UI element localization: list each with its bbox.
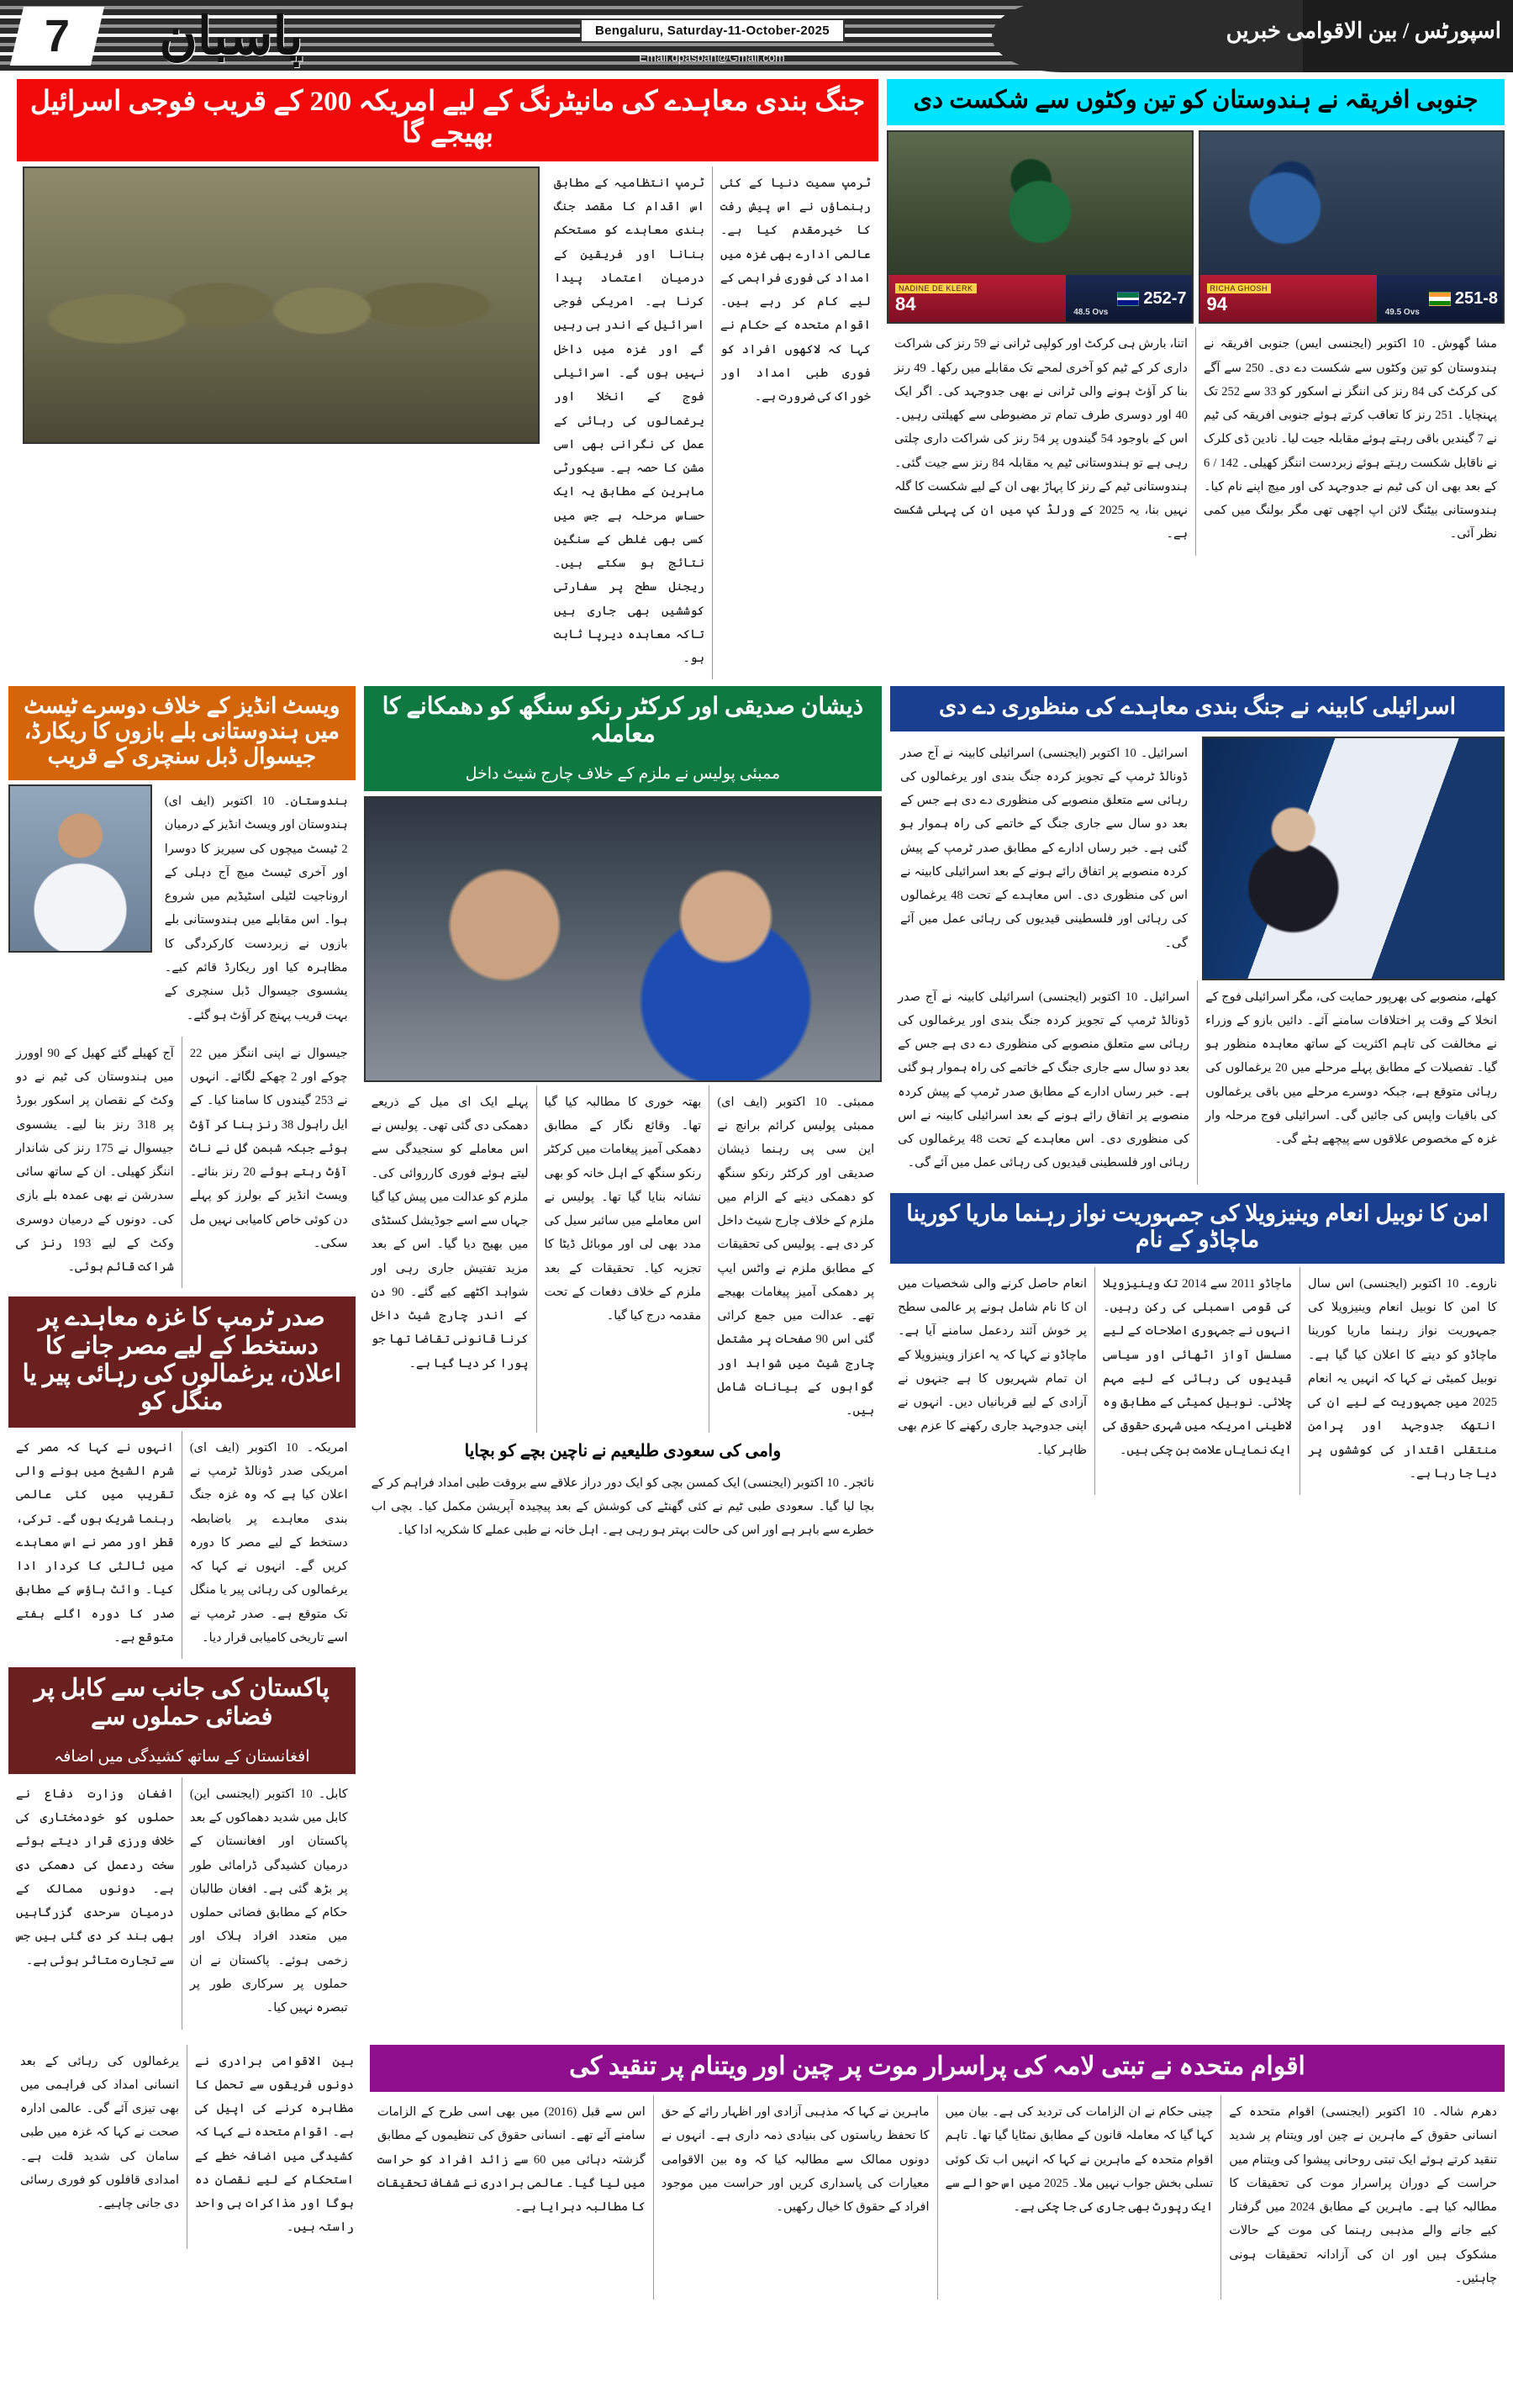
israel-cabinet-col-2-text: کھلے، منصوبے کی بھرپور حمایت کی، مگر اسرائیلی فوج کے انخلا کے وقت پر اختلافات سامنے آئے۔ دائیں بازو کے وزراء نے مخالفت کی تاہم اکثریت کے ساتھ معاہدہ منظور ہو گیا۔ تفصیلات کے مطابق پہلے مرحلے میں 20 یرغمالوں کی رہائی متوقع ہے، جبکہ دوسرے مرحلے میں باقی یرغمالوں کی باقیات واپس کی جائیں گی۔ اسرائیلی فوج مرحلہ وار غزہ کے مخصوص علاقوں سے پیچھے ہٹے گی۔ xyxy=(1205,990,1497,1147)
score-left-india xyxy=(1200,275,1378,322)
newspaper-logo xyxy=(109,2,353,72)
zeeshan-col-2 xyxy=(536,1085,709,1433)
cricket-photo-india xyxy=(1199,130,1505,324)
israel-us-headline: جنگ بندی معاہدے کی مانیٹرنگ کے لیے امریکہ 200 کے قریب فوجی اسرائیل بھیجے گا xyxy=(17,79,878,161)
overs-sa: 48.5 Ovs xyxy=(1073,308,1109,318)
zeeshan-col-3-text: پہلے ایک ای میل کے ذریعے دھمکی دی گئی تھی۔ پولیس نے اس معاملے کو سنجیدگی سے لیتے ہوئے فوری کارروائی کی۔ ملزم کو عدالت میں پیش کیا گیا جہاں سے اسے جوڈیشل کسٹڈی میں بھیج دیا گیا۔ اس کے بعد مزید تفتیش جاری رہی اور شواہد اکٹھے کیے گئے۔ 90 دن کے اندر چارج شیٹ داخل کرنا قانونی تقاضا تھا جو پورا کر دیا گیا ہے۔ xyxy=(371,1095,529,1370)
pak-kabul-col-2-text: افغان وزارت دفاع نے حملوں کو خودمختاری کی خلاف ورزی قرار دیتے ہوئے سخت ردعمل کی دھمکی دی ہے۔ دونوں ممالک کے درمیان سرحدی گزرگاہیں بھی بند کر دی گئی ہیں جس سے تجارت متاثر ہوئی ہے۔ xyxy=(16,1787,174,1967)
india-flag-icon xyxy=(1429,292,1451,306)
un-tibet-body xyxy=(370,2095,1505,2300)
cricket-photos xyxy=(887,130,1505,324)
row-bottom xyxy=(8,2045,1505,2300)
israel-cabinet-content xyxy=(890,737,1505,980)
masthead xyxy=(0,0,1513,72)
sa-flag-icon xyxy=(1117,292,1139,306)
article-zeeshan xyxy=(364,686,883,1560)
windies-text-wrap xyxy=(157,784,356,1037)
article-pak-kabul xyxy=(8,1667,356,2029)
date-text: Bengaluru, Saturday-11-October-2025 xyxy=(595,24,830,38)
cricket-photo-sa xyxy=(887,130,1194,324)
team-score-india xyxy=(1377,275,1503,322)
israel-cabinet-col-3 xyxy=(890,980,1197,1185)
pak-kabul-col-2 xyxy=(8,1777,182,2030)
zeeshan-subheadline: ممبئی پولیس نے ملزم کے خلاف چارج شیٹ داخل xyxy=(364,759,883,791)
article-trump-egypt xyxy=(8,1296,356,1659)
israel-us-photo-wrap xyxy=(23,166,540,444)
nobel-body xyxy=(890,1267,1505,1495)
trump-col-3 xyxy=(13,2045,187,2249)
netanyahu-photo xyxy=(1202,737,1505,980)
masthead-curve xyxy=(992,0,1143,72)
page-content xyxy=(0,72,1513,2308)
windies-col-1 xyxy=(157,784,356,1037)
saudi-headline: وامی کی سعودی طلیعیم نے ناچین بچے کو بچایا xyxy=(464,1441,782,1460)
logo-text: پاسبان xyxy=(159,8,303,66)
cricket-col-2 xyxy=(887,327,1195,555)
windies-col-1-text: ہندوستان۔ 10 اکتوبر (ایف ای) ہندوستان اور ویسٹ انڈیز کے درمیان 2 ٹیسٹ میچوں کی سیریز کا دوسرا اور آخری ٹیسٹ میچ آج دہلی کے اروناجیت لٹیلی اسٹیڈیم میں شروع ہوا۔ اس مقابلے میں ہندوستانی بلے بازوں نے زبردست کارکردگی کا مظاہرہ کیا اور ریکارڈ قائم کیے۔ یشسوی جیسوال ڈبل سنچری کے بہت قریب پہنچ کر آؤٹ ہو گئے۔ xyxy=(164,795,348,1022)
windies-col-3-text: آج کھیلے گئے کھیل کے 90 اوورز میں ہندوستان کی ٹیم نے دو وکٹ کے نقصان پر اسکور بورڈ پر 318 رنز بنا لیے۔ یشسوی جیسوال نے 175 رنز کی شاندار اننگز کھیلی۔ ان کے ساتھ سائی سدرشن نے بھی عمدہ بلے بازی کی۔ دونوں کے درمیان دوسری وکٹ کے لیے 193 رنز کی شراکت قائم ہوئی۔ xyxy=(16,1046,174,1275)
saudi-col-1 xyxy=(364,1466,883,1552)
player-score-sa: 84 xyxy=(895,293,916,315)
row-two xyxy=(8,686,1505,2037)
cricket-col-2-text: اتنا، بارش ہی کرکٹ اور کولپی ٹرانی نے 59 رنز کی شراکت داری کر کے ٹیم کو آخری لمحے تک مقابلے میں رکھا۔ 49 رنز بنا کر آؤٹ ہونے والی ٹرانی نے بھی جدوجہد کی۔ اگر ایک 40 اور دوسری طرف تمام تر مضبوطی سے کھیلتی رہیں۔ اس کے باوجود 54 گیندوں پر 54 رنز کی شراکت داری چلتی رہی ہے تو ہندوستانی ٹیم یہ مقابلہ 84 رنز سے جیت گئی۔ ہندوستانی ٹیم کے رنز کا پہاڑ بھی ان کے لیے شکست کا گلہ نہیں بنا، یہ 2025 کے ورلڈ کپ میں ان کی پہلی شکست ہے۔ xyxy=(894,337,1189,541)
un-tibet-col-3 xyxy=(653,2095,937,2300)
israel-us-text-left xyxy=(546,166,878,680)
zeeshan-body xyxy=(364,1085,883,1433)
israel-cabinet-headline: اسرائیلی کابینہ نے جنگ بندی معاہدے کی منظوری دے دی xyxy=(890,686,1505,731)
windies-top xyxy=(8,784,356,1037)
un-tibet-col-2-text: چینی حکام نے ان الزامات کی تردید کی ہے۔ بیان میں کہا گیا کہ معاملہ قانون کے مطابق نمٹایا گیا تھا۔ تاہم اقوام متحدہ کے ماہرین نے کہا کہ انہیں اب تک کوئی تسلی بخش جواب نہیں ملا۔ 2025 میں اس حوالے سے ایک رپورٹ بھی جاری کی جا چکی ہے۔ xyxy=(945,2105,1214,2215)
un-tibet-headline: اقوام متحدہ نے تبتی لامہ کی پراسرار موت پر چین اور ویتنام پر تنقید کی xyxy=(370,2045,1505,2093)
trump-egypt-body xyxy=(8,1431,356,1659)
windies-body xyxy=(8,1037,356,1289)
israel-cabinet-col-1 xyxy=(893,737,1195,964)
right-column-stack xyxy=(8,686,356,2037)
bottom-right-continued xyxy=(13,2045,361,2249)
un-tibet-col-4-text: اس سے قبل (2016) میں بھی اسی طرح کے الزامات سامنے آئے تھے۔ انسانی حقوق کی تنظیموں کے مطابق گزشتہ دہائی میں 60 سے زائد افراد کو حراست میں لیا گیا۔ عالمی برادری نے شفاف تحقیقات کا مطالبہ دہرایا ہے۔ xyxy=(377,2105,646,2215)
section-label xyxy=(1226,18,1501,44)
team-total-india: 251-8 xyxy=(1454,288,1498,308)
un-tibet-col-1-text: دھرم شالہ۔ 10 اکتوبر (ایجنسی) اقوام متحدہ کے انسانی حقوق کے ماہرین نے چین اور ویتنام پر شدید تنقید کرتے ہوئے ایک تبتی روحانی پیشوا کی ویتنام میں حراست کے دوران پراسرار موت کی تحقیقات کا مطالبہ کیا ہے۔ ماہرین کے مطابق 2024 میں گرفتار کیے جانے والے مذہبی رہنما کی موت کے حالات مشکوک ہیں اور ان کی آزادانہ تحقیقات ہونی چاہئیں۔ xyxy=(1229,2105,1498,2285)
israel-cabinet-text xyxy=(893,737,1195,964)
zeeshan-headline: ذیشان صدیقی اور کرکٹر رنکو سنگھ کو دھمکانے کا معاملہ xyxy=(364,686,883,758)
article-israel-cabinet xyxy=(890,686,1505,1184)
israel-us-col-b xyxy=(546,166,712,680)
cricket-col-1 xyxy=(1195,327,1505,555)
netanyahu-photo-wrap xyxy=(1202,737,1505,980)
nobel-col-3 xyxy=(890,1267,1094,1495)
zeeshan-col-2-text: بھتہ خوری کا مطالبہ کیا گیا تھا۔ وقائع نگار کے مطابق دھمکی آمیز پیغامات میں کرکٹر رنکو سنگھ کے اہل خانہ کو بھی نشانہ بنایا گیا تھا۔ پولیس نے اس معاملے میں سائبر سیل کی مدد بھی لی اور موبائل ڈیٹا کا تجزیہ کیا۔ تحقیقات کے بعد ملزم کے خلاف دفعات کے تحت مقدمہ درج کیا گیا۔ xyxy=(544,1095,702,1323)
trump-col-2 xyxy=(8,1431,182,1659)
windies-col-2-text: جیسوال نے اپنی اننگز میں 22 چوکے اور 2 چھکے لگائے۔ انہوں نے 253 گیندوں کا سامنا کیا۔ کے ایل راہول 38 رنز بنا کر آؤٹ ہوئے جبکہ شبمن گل نے ناٹ آؤٹ رہتے ہوئے 20 رنز بنائے۔ ویسٹ انڈیز کے بولرز کو پہلے دن کوئی خاص کامیابی نہیں مل سکی۔ xyxy=(189,1046,348,1250)
trump-col-1-text: امریکہ۔ 10 اکتوبر (ایف ای) امریکی صدر ڈونالڈ ٹرمپ نے اعلان کیا ہے کہ وہ غزہ جنگ بندی معاہدے پر باضابطہ دستخط کے لیے مصر کا دورہ کریں گے۔ انہوں نے کہا کہ یرغمالوں کی رہائی پیر یا منگل تک متوقع ہے۔ صدر ٹرمپ نے اسے تاریخی کامیابی قرار دیا۔ xyxy=(189,1440,348,1645)
player-name-sa: NADINE DE KLERK xyxy=(895,283,977,293)
email-line xyxy=(639,50,785,64)
zeeshan-col-3 xyxy=(364,1085,536,1433)
israel-cabinet-lower xyxy=(890,980,1505,1185)
pak-kabul-col-1 xyxy=(182,1777,356,2030)
israel-cabinet-col-1-text: اسرائیل۔ 10 اکتوبر (ایجنسی) اسرائیلی کابینہ نے آج صدر ڈونالڈ ٹرمپ کے تجویز کردہ جنگ بندی اور یرغمالوں کی رہائی سے متعلق منصوبے کی منظوری دے دی ہے جس کے بعد دو سال سے جاری جنگ کے خاتمے کی راہ ہموار ہو گئی ہے۔ خبر رساں ادارے کے مطابق صدر ٹرمپ کے پیش کردہ منصوبے پر اتفاق رائے ہونے کے بعد اسرائیلی کابینہ نے اس کی منظوری دی۔ اس معاہدے کے تحت 48 یرغمالوں کی رہائی اور فلسطینی قیدیوں کی رہائی عمل میں آئے گی۔ xyxy=(900,746,1188,950)
nobel-col-1 xyxy=(1299,1267,1505,1495)
scorebar-india xyxy=(1200,275,1504,322)
section-label-text: اسپورٹس / بین الاقوامی خبریں xyxy=(1226,18,1501,43)
nobel-col-1-text: ناروے۔ 10 اکتوبر (ایجنسی) اس سال کا امن کا نوبیل انعام وینیزویلا کی جمہوریت نواز رہنما ماریا کورینا ماچاڈو کو دینے کا اعلان کیا گیا ہے۔ نوبیل کمیٹی نے کہا کہ انہیں یہ انعام 2025 میں جمہوریت کے لیے ان کی انتھک جدوجہد اور پرامن منتقلی اقتدار کی کوششوں پر دیا جا رہا ہے۔ xyxy=(1308,1276,1497,1481)
zeeshan-col-1-text: ممبئی۔ 10 اکتوبر (ایف ای) ممبئی پولیس کرائم برانچ نے این سی پی رہنما ذیشان صدیقی اور کرکٹر رنکو سنگھ کو دھمکی دینے کے الزام میں ملزم کے خلاف چارج شیٹ داخل کر دی ہے۔ پولیس کی تحقیقات کے مطابق ملزم نے واٹس ایپ پر دھمکی آمیز پیغامات بھیجے تھے۔ عدالت میں جمع کرائی گئی اس 90 صفحات پر مشتمل چارج شیٹ میں شواہد اور گواہوں کے بیانات شامل ہیں۔ xyxy=(717,1095,875,1418)
article-un-tibet xyxy=(370,2045,1505,2300)
player-name-india: RICHA GHOSH xyxy=(1207,283,1272,293)
pak-kabul-headline: پاکستان کی جانب سے کابل پر فضائی حملوں سے xyxy=(8,1667,356,1742)
israel-us-content xyxy=(17,166,878,680)
email-text: Email.dpasban@Gmail.com xyxy=(639,50,785,64)
nobel-headline: امن کا نوبیل انعام وینیزویلا کی جمہوریت نواز رہنما ماریا کورینا ماچاڈو کے نام xyxy=(890,1193,1505,1264)
page-number-badge xyxy=(10,7,104,66)
article-israel-us xyxy=(17,79,878,679)
team-total-sa: 252-7 xyxy=(1143,288,1187,308)
windies-photo-wrap xyxy=(8,784,152,953)
left-column-stack xyxy=(890,686,1505,1503)
page-number: 7 xyxy=(44,11,71,61)
israel-us-col-a xyxy=(712,166,878,680)
row-top xyxy=(8,79,1505,679)
player-score-india: 94 xyxy=(1206,293,1227,315)
trump-col-1 xyxy=(182,1431,356,1659)
score-left-sa xyxy=(888,275,1066,322)
israel-us-col-b-text: ٹرمپ انتظامیہ کے مطابق اس اقدام کا مقصد جنگ بندی معاہدے کو مستحکم بنانا اور فریقین کے درمیان اعتماد پیدا کرنا ہے۔ امریکی فوجی اسرائیل کے اندر ہی رہیں گے اور غزہ میں داخل نہیں ہوں گے۔ اسرائیلی فوج کے انخلا اور یرغمالوں کی رہائی کے عمل کی نگرانی بھی اسی مشن کا حصہ ہے۔ سیکورٹی ماہرین کے مطابق یہ ایک حساس مرحلہ ہے جس میں کسی بھی غلطی کے سنگین نتائج ہو سکتے ہیں۔ ریجنل سطح پر سفارتی کوششیں بھی جاری ہیں تاکہ معاہدہ دیرپا ثابت ہو۔ xyxy=(554,176,704,666)
team-score-sa xyxy=(1066,275,1192,322)
cricket-sa-body xyxy=(887,327,1505,555)
un-tibet-col-2 xyxy=(937,2095,1221,2300)
un-tibet-col-1 xyxy=(1220,2095,1505,2300)
scorebar-sa xyxy=(888,275,1192,322)
article-nobel xyxy=(890,1193,1505,1495)
windies-headline: ویسٹ انڈیز کے خلاف دوسرے ٹیسٹ میں ہندوستانی بلے بازوں کا ریکارڈ، جیسوال ڈبل سنچری کے قریب xyxy=(8,686,356,780)
un-tibet-col-4 xyxy=(370,2095,653,2300)
article-saudi xyxy=(364,1438,883,1552)
cricket-sa-headline: جنوبی افریقہ نے ہندوستان کو تین وکٹوں سے شکست دی xyxy=(887,79,1505,125)
article-windies xyxy=(8,686,356,1288)
windies-col-2 xyxy=(182,1037,356,1289)
trump-col-2-text: انہوں نے کہا کہ مصر کے شرم الشیخ میں ہونے والی تقریب میں کئی عالمی رہنما شریک ہوں گے۔ ترکی، قطر اور مصر نے اس معاہدے میں ثالثی کا کردار ادا کیا۔ وائٹ ہاؤس کے مطابق صدر کا دورہ اگلے ہفتے متوقع ہے۔ xyxy=(16,1440,174,1645)
israel-cabinet-col-2 xyxy=(1197,980,1505,1185)
trump-col-3-text: یرغمالوں کی رہائی کے بعد انسانی امداد کی فراہمی میں بھی تیزی آئے گی۔ عالمی ادارہ صحت نے کہا کہ غزہ میں طبی سامان کی شدید قلت ہے۔ امدادی قافلوں کو فوری رسائی دی جانی چاہیے۔ xyxy=(20,2054,179,2211)
nobel-col-2-text: ماچاڈو 2011 سے 2014 تک وینیزویلا کی قومی اسمبلی کی رکن رہیں۔ انہوں نے جمہوری اصلاحات کے لیے مسلسل آواز اٹھائی اور سیاسی قیدیوں کی رہائی کے لیے مہم چلائی۔ نوبیل کمیٹی کے مطابق وہ لاطینی امریکہ میں شہری حقوق کی ایک نمایاں علامت بن چکی ہیں۔ xyxy=(1103,1276,1293,1457)
article-cricket-sa xyxy=(887,79,1505,556)
jaiswal-photo xyxy=(8,784,152,953)
windies-col-3 xyxy=(8,1037,182,1289)
pak-kabul-col-3-text: بین الاقوامی برادری نے دونوں فریقوں سے تحمل کا مظاہرہ کرنے کی اپیل کی ہے۔ اقوام متحدہ نے کہا کہ کشیدگی میں اضافہ خطے کے استحکام کے لیے نقصان دہ ہوگا اور مذاکرات ہی واحد راستہ ہیں۔ xyxy=(195,2054,354,2235)
zeeshan-photo xyxy=(364,796,883,1082)
soldiers-photo xyxy=(23,166,540,444)
israel-us-col-a-text: ٹرمپ سمیت دنیا کے کئی رہنماؤں نے اس پیش رفت کا خیرمقدم کیا ہے۔ عالمی ادارے بھی غزہ میں امداد کی فوری فراہمی کے لیے کام کر رہے ہیں۔ اقوام متحدہ کے حکام نے کہا کہ لاکھوں افراد کو فوری طبی امداد اور خوراک کی ضرورت ہے۔ xyxy=(720,176,871,404)
nobel-col-2 xyxy=(1094,1267,1299,1495)
israel-us-cols-left xyxy=(546,166,878,680)
pak-kabul-cont xyxy=(13,2045,361,2249)
nobel-col-3-text: انعام حاصل کرنے والی شخصیات میں ان کا نام شامل ہونے پر عالمی سطح پر خوش آئند ردعمل سامنے آیا ہے۔ ماچاڈو نے کہا کہ یہ اعزاز وینیزویلا کے ان تمام شہریوں کا ہے جنہوں نے آزادی کے لیے قربانیاں دیں۔ انہوں نے اپنی جدوجہد جاری رکھنے کا عزم بھی ظاہر کیا۔ xyxy=(898,1276,1088,1457)
overs-india: 49.5 Ovs xyxy=(1384,308,1420,318)
date-box xyxy=(580,18,845,43)
pak-kabul-body xyxy=(8,1777,356,2030)
cricket-col-1-text: مشا گھوش۔ 10 اکتوبر (ایجنسی ایس) جنوبی افریقہ نے ہندوستان کو تین وکٹوں سے شکست دے دی۔ 250 سے آگے کی کرکٹ کی 84 رنز کی اننگز نے اسکور کو 33 سے 252 تک پہنچایا۔ 251 رنز کا تعاقب کرتے ہوئے جنوبی افریقہ کی ٹیم نے 7 گیندیں باقی رہتے ہوئے مقابلہ جیت لیا۔ نادین ڈی کلرک نے ناقابل شکست رہتے ہوئے زبردست اننگز کھیلی۔ 142 / 6 کے بعد بھی ان کی ٹیم نے جدوجہد کی اور میچ اپنے نام کیا۔ ہندوستانی بیٹنگ لائن اپ اچھی تھی مگر بولنگ میں کمی نظر آئی۔ xyxy=(1204,337,1498,541)
un-tibet-col-3-text: ماہرین نے کہا کہ مذہبی آزادی اور اظہار رائے کے حق کا تحفظ ریاستوں کی بنیادی ذمہ داری ہے۔ انہوں نے دونوں ممالک سے مطالبہ کیا کہ وہ بین الاقوامی معیارات کی پاسداری کریں اور حراست میں موجود افراد کے حقوق کا خیال رکھیں۔ xyxy=(661,2105,930,2215)
pak-kabul-subheadline: افغانستان کے ساتھ کشیدگی میں اضافہ xyxy=(8,1742,356,1774)
pak-kabul-col-3 xyxy=(187,2045,361,2249)
zeeshan-col-1 xyxy=(709,1085,882,1433)
israel-cabinet-col-3-text: اسرائیل۔ 10 اکتوبر (ایجنسی) اسرائیلی کابینہ نے آج صدر ڈونالڈ ٹرمپ کے تجویز کردہ جنگ بندی اور یرغمالوں کی رہائی سے متعلق منصوبے کی منظوری دے دی ہے جس کے بعد دو سال سے جاری جنگ کے خاتمے کی راہ ہموار ہو گئی ہے۔ خبر رساں ادارے کے مطابق صدر ٹرمپ کے پیش کردہ منصوبے پر اتفاق رائے ہونے کے بعد اسرائیلی کابینہ نے اس کی منظوری دی۔ اس معاہدے کے تحت 48 یرغمالوں کی رہائی اور فلسطینی قیدیوں کی رہائی عمل میں آئے گی۔ xyxy=(898,990,1190,1170)
pak-kabul-col-1-text: کابل۔ 10 اکتوبر (ایجنسی این) کابل میں شدید دھماکوں کے بعد پاکستان اور افغانستان کے درمیان کشیدگی ڈرامائی طور پر بڑھ گئی ہے۔ افغان طالبان حکام کے مطابق فضائی حملوں میں متعدد افراد ہلاک اور زخمی ہوئے۔ پاکستان نے ان حملوں پر سرکاری طور پر تبصرہ نہیں کیا۔ xyxy=(189,1787,348,2015)
saudi-col-1-text: نائجر۔ 10 اکتوبر (ایجنسی) ایک کمسن بچی کو ایک دور دراز علاقے سے بروقت طبی امداد فراہم کر کے بچا لیا گیا۔ سعودی طبی ٹیم نے کئی گھنٹے کی کوشش کے بعد پیچیدہ آپریشن مکمل کیا۔ بچی اب خطرے سے باہر ہے اور اس کی حالت بہتر ہو رہی ہے۔ اہل خانہ نے طبی عملے کا شکریہ ادا کیا۔ xyxy=(371,1476,875,1538)
trump-egypt-headline: صدر ٹرمپ کا غزہ معاہدے پر دستخط کے لیے مصر جانے کا اعلان، یرغمالوں کی رہائی پیر یا منگل کو xyxy=(8,1296,356,1427)
